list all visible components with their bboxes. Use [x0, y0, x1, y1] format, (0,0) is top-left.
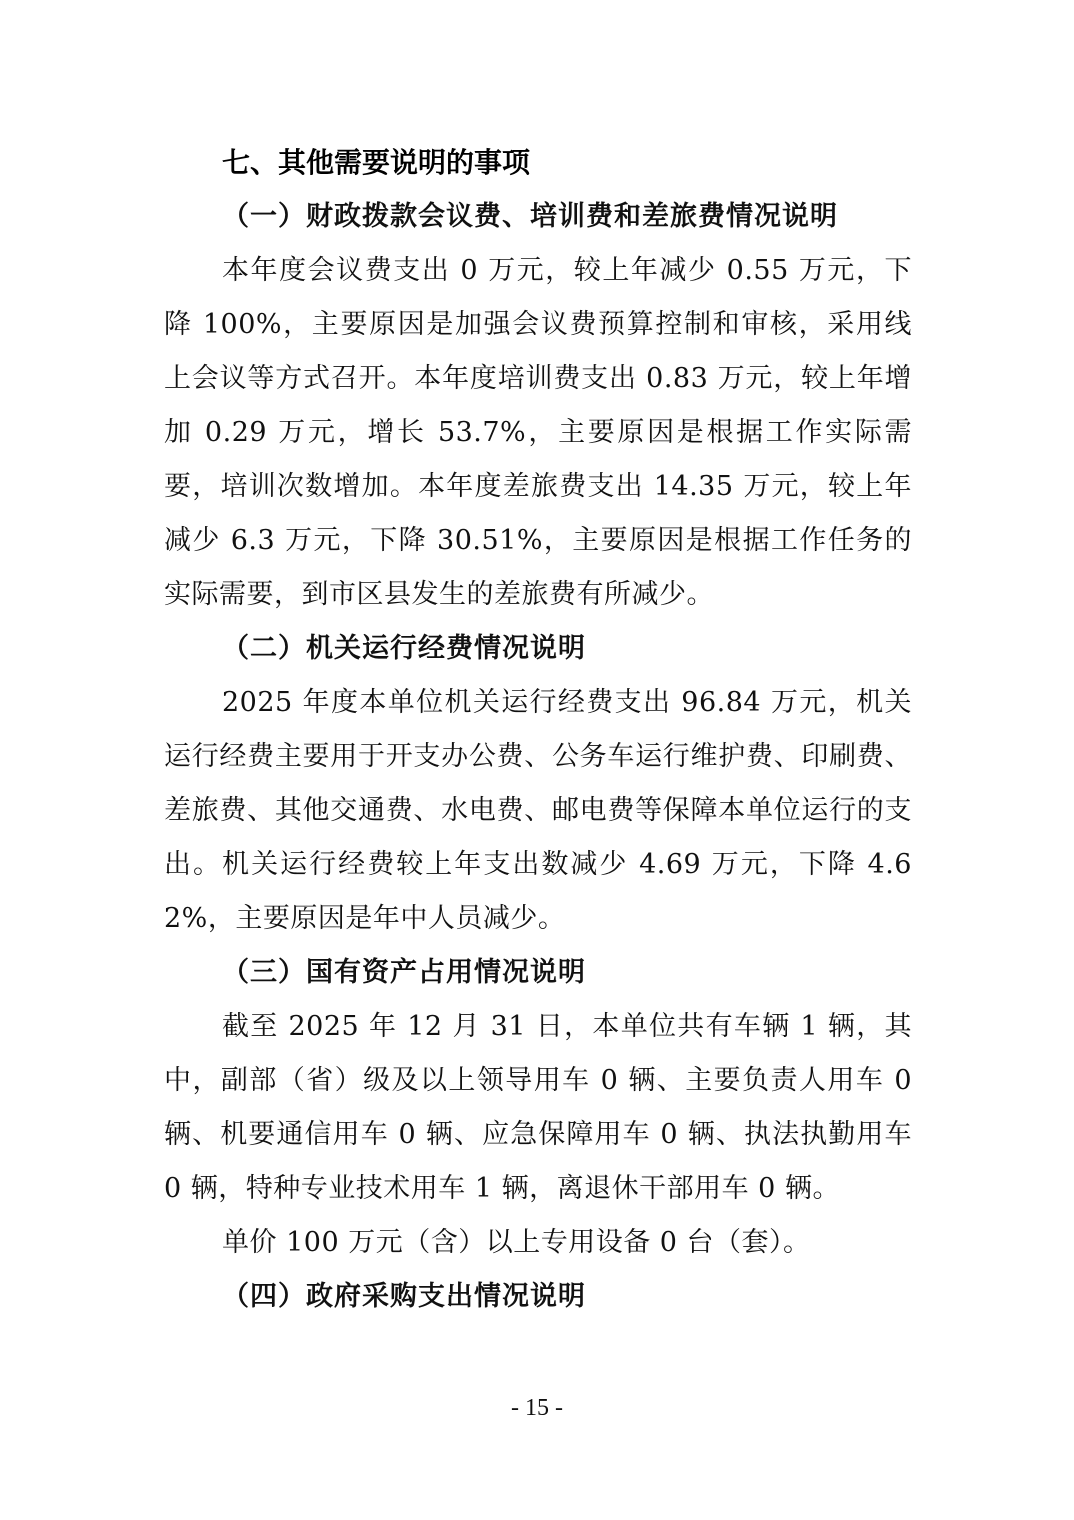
paragraph-vehicles: 截至 2025 年 12 月 31 日，本单位共有车辆 1 辆，其中，副部（省）级及以上领导用车 0 辆、主要负责人用车 0 辆、机要通信用车 0 辆、应急保障用车 0 辆、执法执勤用车 0 辆，特种专业技术用车 1 辆，离退休干部用车 0 辆。 [164, 1011, 912, 1204]
page-number: - 15 - [511, 1395, 563, 1421]
paragraph-special-equipment: 单价 100 万元（含）以上专用设备 0 台（套）。 [222, 1227, 811, 1258]
paragraph-operating-expenses: 2025 年度本单位机关运行经费支出 96.84 万元，机关运行经费主要用于开支办公费、公务车运行维护费、印刷费、差旅费、其他交通费、水电费、邮电费等保障本单位运行的支出。机关运行经费较上年支出数减少 4.69 万元，下降 4.62%，主要原因是年中人员减少。 [164, 687, 912, 934]
subsection-title-meeting-training-travel: （一）财政拨款会议费、培训费和差旅费情况说明 [222, 201, 838, 232]
paragraph-meeting-training-travel: 本年度会议费支出 0 万元，较上年减少 0.55 万元，下降 100%，主要原因是加强会议费预算控制和审核，采用线上会议等方式召开。本年度培训费支出 0.83 万元，较上年增加 0.29 万元，增长 53.7%，主要原因是根据工作实际需要，培训次数增加。本年度差旅费支出 14.35 万元，较上年减少 6.3 万元，下降 30.51%，主要原因是根据工作任务的实际需要，到市区县发生的差旅费有所减少。 [164, 255, 912, 610]
section-title: 七、其他需要说明的事项 [222, 146, 531, 179]
subsection-title-state-assets: （三）国有资产占用情况说明 [222, 957, 586, 988]
subsection-title-operating-expenses: （二）机关运行经费情况说明 [222, 633, 586, 664]
subsection-title-government-procurement: （四）政府采购支出情况说明 [222, 1281, 586, 1312]
document-body [164, 136, 912, 1324]
